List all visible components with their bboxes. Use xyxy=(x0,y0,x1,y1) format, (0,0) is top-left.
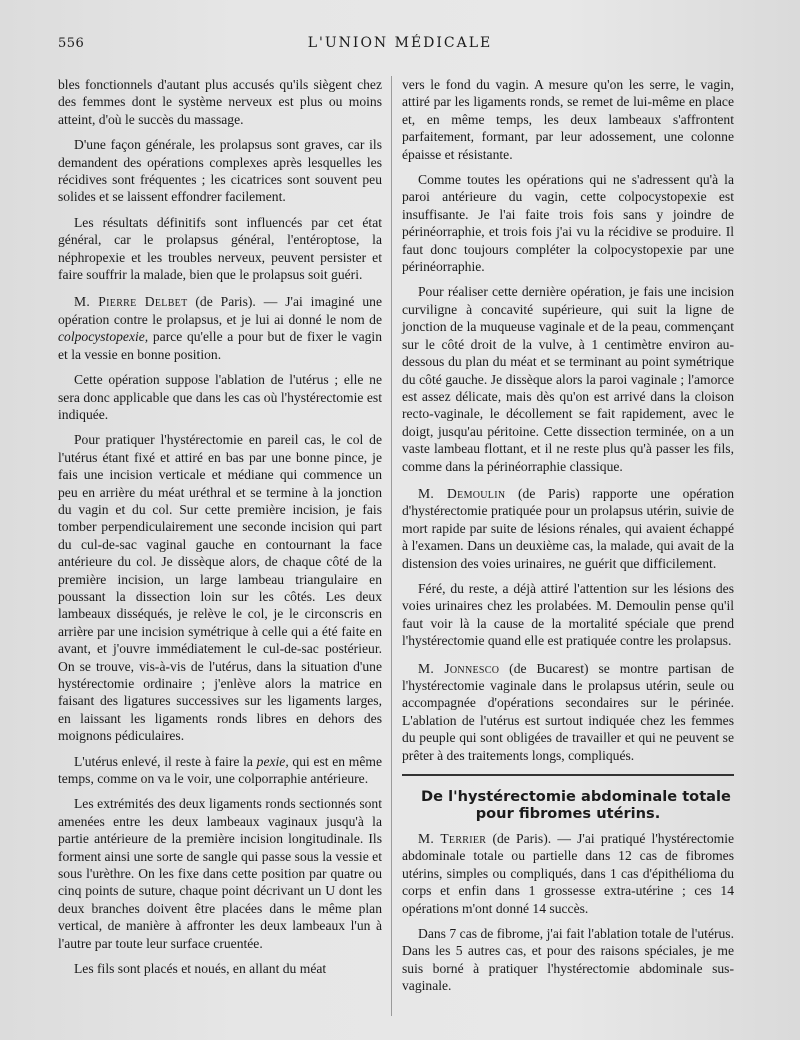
paragraph: Pour réaliser cette dernière opération, je fais une incision curviligne à concavité supérieure, qui suit la ligne de jonction de la muqueuse vaginale et de la peau, commençant sur le côté droit de la vulve, à 1 centimètre environ au-dessous du plan du méat et se terminant au point symétrique du côté gauche. Je dissèque alors la paroi vaginale ; l'amorce est assez délicate, mais dès qu'on est arrivé dans la cloison recto-vaginale, le décollement se fait rapidement, avec le doigt, jusqu'au péritoine. Cette dissection terminée, on a un vaste lambeau flottant, et il ne reste plus qu'à passer les fils, comme dans la périnéorraphie classique. xyxy=(402,284,734,474)
paragraph: Féré, du reste, a déjà attiré l'attention sur les lésions des voies urinaires chez les prolabées. M. Demoulin pense qu'il faut voir là la cause de la mortalité spéciale que prend l'hystérectomie quand elle est pratiquée contre les prolapsus. xyxy=(402,580,734,649)
speaker-name: M. Demoulin xyxy=(418,485,506,501)
page-number: 556 xyxy=(58,36,85,51)
paragraph-text: (de Bucarest) se montre partisan de l'hystérectomie vaginale dans le prolapsus utérin, seule ou accompagnée d'opérations secondaires sur le périnée. L'ablation de l'utérus est surtout indiquée chez les femmes du peuple qui sont obligées de travailler et qui ne peuvent se prêter à des traitements longs, compliqués. xyxy=(402,660,735,763)
paragraph: bles fonctionnels d'autant plus accusés qu'ils siègent chez des femmes dont le système nerveux est plus ou moins atteint, d'où le succès du massage. xyxy=(58,77,382,127)
paragraph: Les résultats définitifs sont influencés par cet état général, car le prolapsus général, l'entéroptose, la néphropexie et les troubles nerveux, peuvent persister et faire souffrir la malade, bien que le prolapsus soit guéri. xyxy=(58,214,382,283)
paragraph-text: (de Paris) rapporte une opération d'hystérectomie pratiquée pour un prolapsus utérin, suivie de mort rapide par suite de lésions rénales, qui avaient échappé à l'examen. Dans un deuxième cas, la malade, qui avait de la distension des voies urinaires, ne guérit que difficilement. xyxy=(402,485,734,571)
paragraph-terrier xyxy=(402,830,734,917)
paragraph-delbet xyxy=(58,293,382,363)
paragraph: Dans 7 cas de fibrome, j'ai fait l'ablation totale de l'utérus. Dans les 5 autres cas, et pour des raisons spéciales, je me suis borné à pratiquer l'hystérectomie abdominale sus-vaginale. xyxy=(402,926,734,994)
paragraph-text: parce qu'elle a pour but de fixer le vagin et la vessie en bonne position. xyxy=(58,329,382,362)
section-title: De l'hystérectomie abdominale totale pour fibromes utérins. xyxy=(421,788,731,823)
paragraph xyxy=(58,753,382,788)
paragraph: vers le fond du vagin. A mesure qu'on les serre, le vagin, attiré par les ligaments ronds, se remet de lui-même en place et, en même temps, les deux lambeaux s'affrontent parfaitement, formant, par leur adossement, une colonne épaisse et résistante. xyxy=(402,77,734,162)
paragraph: Les fils sont placés et noués, en allant du méat xyxy=(74,961,327,977)
paragraph-text: L'utérus enlevé, il reste à faire la xyxy=(74,753,257,769)
paragraph: Les extrémités des deux ligaments ronds sectionnés sont amenées entre les deux lambeaux vaginaux jusqu'à la partie antérieure de la première incision longitudinale. Ils forment ainsi une sorte de sangle qui passe sous la vessie et sous l'urèthre. On les fixe dans cette position par quatre ou cinq points de suture, chaque point décrivant un U dont les deux branches doivent être placées dans le même plan vertical, de manière à affronter les deux lambeaux l'un à l'autre par toute leur surface cruentée. xyxy=(58,796,382,951)
left-column xyxy=(58,76,382,986)
paragraph: Cette opération suppose l'ablation de l'utérus ; elle ne sera donc applicable que dans les cas où l'hystérectomie est indiquée. xyxy=(58,372,382,422)
right-column xyxy=(402,76,734,1003)
running-title: L'UNION MÉDICALE xyxy=(307,35,493,51)
term-colpocystopexie: colpocystopexie, xyxy=(58,329,149,345)
speaker-name: M. Terrier xyxy=(418,831,487,847)
speaker-name: M. Jonnesco xyxy=(418,660,500,676)
paragraph: Comme toutes les opérations qui ne s'adressent qu'à la paroi antérieure du vagin, cette colpocystopexie est insuffisante. Je l'ai faite trois fois sans y joindre de périnéorraphie, et trois fois j'ai vu la récidive se produire. Il faut donc toujours compléter la colpocystopexie par une périnéorraphie. xyxy=(402,172,734,275)
speaker-name: M. Pierre Delbet xyxy=(74,294,188,310)
paragraph-text: qui est en même temps, comme on va le voir, une colporraphie antérieure. xyxy=(58,753,382,787)
paragraph-text: (de Paris). — J'ai pratiqué l'hystérectomie abdominale totale ou partielle dans 12 cas de fibromes utérins, simples ou compliqués, dans 1 cas d'épithélioma du corps et enfin dans 1 grossesse extra-utérine ; ces 14 opérations m'ont donné 14 succès. xyxy=(402,831,735,916)
column-divider xyxy=(391,76,392,1016)
section-rule xyxy=(402,774,734,776)
paragraph: Pour pratiquer l'hystérectomie en pareil cas, le col de l'utérus étant fixé et attiré en bas par une bonne pince, je fais une incision verticale et médiane qui commence un peu en arrière du méat uréthral et se termine à la jonction du vagin et du col. Sur cette première incision, je fais tomber perpendiculairement une seconde incision qui part du cul-de-sac vaginal gauche en contournant la face antérieure du col. Je dissèque alors, de chaque côté de la première incision, un large lambeau triangulaire en poussant la dissection loin sur les côtés. Les deux lambeaux disséqués, je relève le col, je le circonscris en arrière par une incision symétrique à celle qui a été faite en avant, et j'ouvre immédiatement le cul-de-sac postérieur. On se trouve, vis-à-vis de l'utérus, dans la situation d'une hystérectomie ordinaire ; j'enlève alors la matrice en faisant des ligatures successives sur les ligaments larges, en laissant les ligaments ronds libres en dehors des moignons pédiculaires. xyxy=(58,432,382,744)
term-pexie: pexie, xyxy=(256,753,289,769)
paragraph-demoulin xyxy=(402,485,734,572)
paragraph-text: (de Paris). — J'ai imaginé une opération contre le prolapsus, et je lui ai donné le nom de xyxy=(58,294,382,327)
paragraph-jonnesco xyxy=(402,660,734,764)
paragraph: D'une façon générale, les prolapsus sont graves, car ils demandent des opérations complexes après lesquelles les récidives sont fréquentes ; les cicatrices sont souvent peu solides et se laissent effondrer facilement. xyxy=(58,137,382,205)
